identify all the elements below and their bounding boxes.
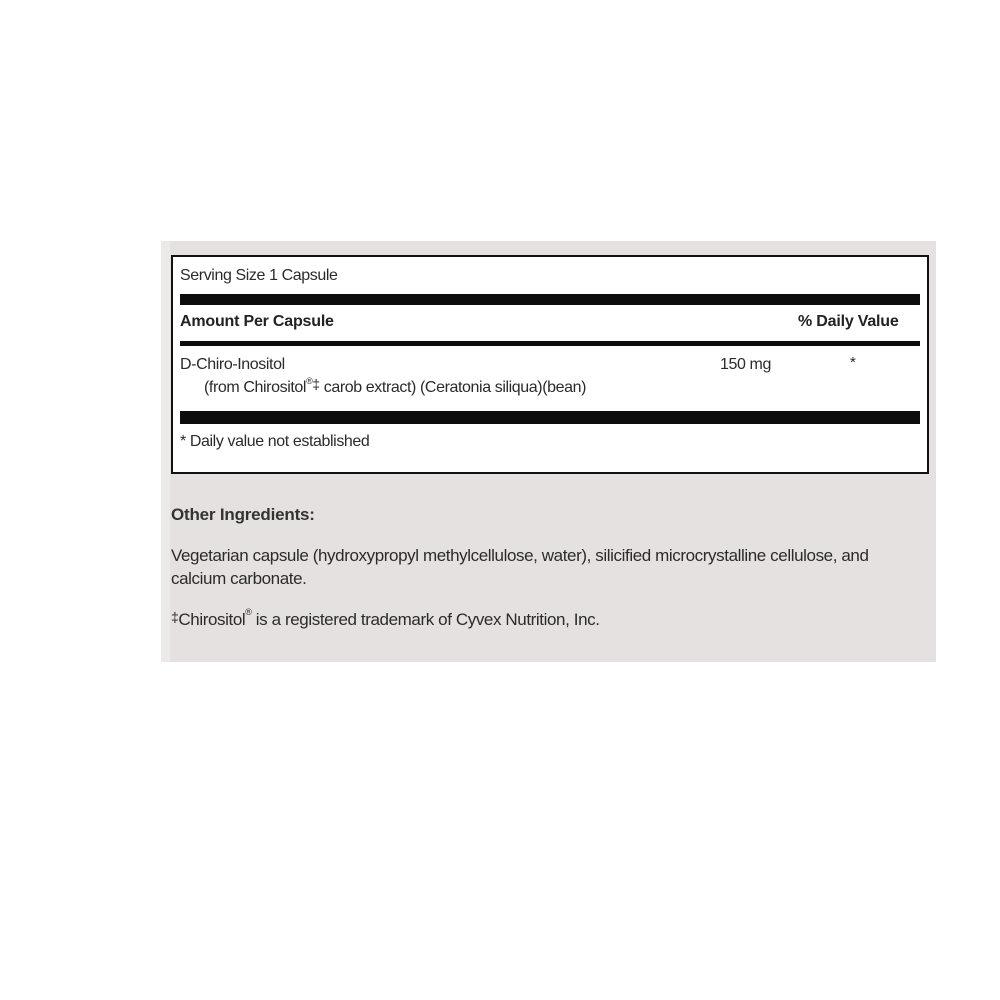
other-ingredients-heading: Other Ingredients: [171,505,315,524]
ingredient-source [204,376,587,397]
trademark-name: Chirositol [178,610,246,629]
ingredient-amount: 150 mg [720,356,771,373]
supplement-facts-table [171,255,929,474]
daily-value-header: % Daily Value [798,313,899,330]
ingredient-daily-value: * [850,354,856,371]
ingredient-source-suffix: carob extract) (Ceratonia siliqua)(bean) [319,379,587,396]
dagger-mark: ‡ [312,376,320,392]
footnote: * Daily value not established [180,433,370,450]
registered-mark: ® [306,376,313,386]
trademark-text: is a registered trademark of Cyvex Nutrition, Inc. [251,610,600,629]
ingredient-name: D-Chiro-Inositol [180,356,285,373]
bottom-thick-divider [180,411,920,424]
serving-size: Serving Size 1 Capsule [180,267,338,284]
other-ingredients-line-1: Vegetarian capsule (hydroxypropyl methylcellulose, water), silicified microcrystalline cellulose, and [171,546,869,565]
medium-divider [180,341,920,346]
amount-per-capsule-header: Amount Per Capsule [180,313,334,330]
other-ingredients-line-2: calcium carbonate. [171,569,307,588]
trademark-notice [171,607,600,630]
ingredient-source-prefix: (from Chirositol [204,379,307,396]
thick-divider [180,294,920,305]
trademark-registered-mark: ® [245,607,252,617]
trademark-dagger: ‡ [171,609,179,625]
